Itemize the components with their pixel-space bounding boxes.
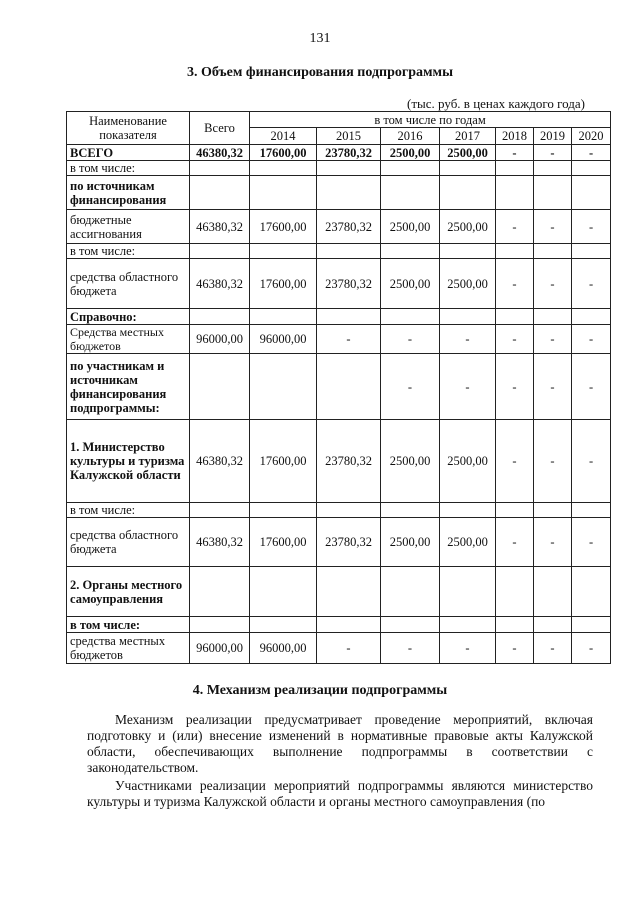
cell-year-value: -: [534, 325, 572, 354]
cell-year-value: [534, 309, 572, 325]
row-label: 2. Органы местного самоуправления: [67, 567, 190, 617]
cell-year-value: [440, 244, 496, 259]
cell-total: [190, 617, 250, 633]
cell-year-value: [496, 567, 534, 617]
cell-year-value: [440, 503, 496, 518]
cell-year-value: [440, 617, 496, 633]
row-label: средства местных бюджетов: [67, 633, 190, 664]
cell-year-value: [572, 617, 611, 633]
header-year: 2015: [317, 128, 381, 145]
cell-year-value: [440, 161, 496, 176]
cell-year-value: 2500,00: [381, 210, 440, 244]
cell-total: [190, 503, 250, 518]
table-row: [67, 420, 611, 503]
cell-year-value: -: [317, 633, 381, 664]
cell-year-value: [572, 503, 611, 518]
header-year: 2017: [440, 128, 496, 145]
cell-year-value: -: [496, 420, 534, 503]
cell-year-value: [572, 244, 611, 259]
section-4-title: 4. Механизм реализации подпрограммы: [192, 683, 448, 698]
cell-total: [190, 354, 250, 420]
row-label: средства областного бюджета: [67, 259, 190, 309]
cell-total: [190, 244, 250, 259]
cell-year-value: [534, 567, 572, 617]
cell-year-value: [440, 567, 496, 617]
cell-year-value: -: [496, 633, 534, 664]
cell-total: 46380,32: [190, 145, 250, 161]
cell-year-value: [250, 161, 317, 176]
row-label: в том числе:: [67, 503, 190, 518]
table-row: [67, 145, 611, 161]
cell-year-value: [250, 354, 317, 420]
cell-year-value: [572, 161, 611, 176]
cell-total: [190, 567, 250, 617]
cell-year-value: -: [572, 145, 611, 161]
cell-total: 96000,00: [190, 633, 250, 664]
header-year: 2016: [381, 128, 440, 145]
cell-total: 46380,32: [190, 210, 250, 244]
cell-year-value: [381, 244, 440, 259]
cell-year-value: [317, 617, 381, 633]
paragraph: Участниками реализации мероприятий подпрограммы являются министерство культуры и туризма Калужской области и органы местного самоуправления (по: [87, 778, 593, 809]
row-label: средства областного бюджета: [67, 518, 190, 567]
row-label: по участникам и источникам финансирования подпрограммы:: [67, 354, 190, 420]
cell-year-value: 23780,32: [317, 518, 381, 567]
cell-year-value: [317, 244, 381, 259]
row-label: Справочно:: [67, 309, 190, 325]
cell-year-value: -: [496, 325, 534, 354]
cell-year-value: -: [317, 325, 381, 354]
header-by-year: в том числе по годам: [250, 112, 611, 128]
cell-year-value: 17600,00: [250, 518, 317, 567]
cell-year-value: [381, 617, 440, 633]
financing-table: [66, 111, 611, 664]
row-label: по источникам финансирования: [67, 176, 190, 210]
cell-year-value: [534, 503, 572, 518]
cell-year-value: 2500,00: [381, 518, 440, 567]
cell-year-value: 96000,00: [250, 633, 317, 664]
cell-year-value: -: [440, 325, 496, 354]
cell-year-value: 23780,32: [317, 145, 381, 161]
row-label: бюджетные ассигнования: [67, 210, 190, 244]
cell-year-value: [250, 617, 317, 633]
cell-year-value: -: [572, 210, 611, 244]
cell-year-value: [317, 354, 381, 420]
cell-year-value: [381, 176, 440, 210]
cell-year-value: 17600,00: [250, 145, 317, 161]
cell-year-value: [317, 161, 381, 176]
table-row: [67, 259, 611, 309]
cell-year-value: 23780,32: [317, 420, 381, 503]
cell-year-value: 17600,00: [250, 420, 317, 503]
page-number: 131: [309, 31, 331, 46]
cell-year-value: 2500,00: [440, 145, 496, 161]
table-row: [67, 325, 611, 354]
cell-year-value: -: [534, 633, 572, 664]
cell-year-value: [572, 309, 611, 325]
cell-year-value: -: [534, 420, 572, 503]
cell-total: 96000,00: [190, 325, 250, 354]
table-row: [67, 503, 611, 518]
cell-year-value: [250, 176, 317, 210]
cell-year-value: 2500,00: [381, 145, 440, 161]
cell-year-value: [496, 176, 534, 210]
header-year: 2019: [534, 128, 572, 145]
cell-year-value: -: [534, 354, 572, 420]
cell-year-value: 2500,00: [440, 259, 496, 309]
table-row: [67, 210, 611, 244]
cell-year-value: -: [381, 354, 440, 420]
header-year: 2018: [496, 128, 534, 145]
cell-year-value: -: [381, 633, 440, 664]
cell-year-value: [534, 161, 572, 176]
row-label: ВСЕГО: [67, 145, 190, 161]
table-row: [67, 309, 611, 325]
cell-year-value: [317, 567, 381, 617]
cell-year-value: -: [496, 145, 534, 161]
cell-year-value: [250, 244, 317, 259]
cell-year-value: [572, 176, 611, 210]
cell-year-value: -: [496, 354, 534, 420]
cell-year-value: 2500,00: [440, 420, 496, 503]
cell-year-value: [250, 503, 317, 518]
cell-year-value: [250, 309, 317, 325]
units-note: (тыс. руб. в ценах каждого года): [407, 96, 585, 111]
cell-year-value: -: [440, 354, 496, 420]
cell-year-value: [572, 567, 611, 617]
cell-year-value: -: [534, 259, 572, 309]
row-label: 1. Министерство культуры и туризма Калужской области: [67, 420, 190, 503]
table-row: [67, 518, 611, 567]
cell-year-value: [250, 567, 317, 617]
cell-year-value: -: [534, 145, 572, 161]
cell-total: 46380,32: [190, 518, 250, 567]
cell-year-value: 2500,00: [440, 518, 496, 567]
cell-year-value: -: [572, 518, 611, 567]
header-year: 2020: [572, 128, 611, 145]
header-total: Всего: [190, 112, 250, 145]
cell-year-value: [496, 161, 534, 176]
cell-total: [190, 176, 250, 210]
cell-year-value: -: [572, 259, 611, 309]
table-row: [67, 354, 611, 420]
cell-year-value: [317, 176, 381, 210]
cell-year-value: -: [572, 325, 611, 354]
paragraph: Механизм реализации предусматривает проведение мероприятий, включая подготовку и (или) внесение изменений в нормативные правовые акты Калужской области, обеспечивающих выполнение подпрограммы в соответствии с законодательством.: [87, 712, 593, 775]
cell-year-value: 2500,00: [381, 420, 440, 503]
table-row: [67, 176, 611, 210]
cell-year-value: [381, 161, 440, 176]
cell-year-value: [534, 244, 572, 259]
cell-year-value: [534, 617, 572, 633]
cell-year-value: [440, 309, 496, 325]
cell-year-value: -: [496, 518, 534, 567]
section-3-title: 3. Объем финансирования подпрограммы: [186, 65, 454, 80]
header-year: 2014: [250, 128, 317, 145]
cell-year-value: [496, 617, 534, 633]
cell-total: 46380,32: [190, 420, 250, 503]
cell-year-value: -: [572, 420, 611, 503]
cell-year-value: 2500,00: [440, 210, 496, 244]
cell-year-value: 2500,00: [381, 259, 440, 309]
cell-year-value: [317, 503, 381, 518]
table-row: [67, 244, 611, 259]
cell-total: [190, 161, 250, 176]
cell-year-value: -: [440, 633, 496, 664]
row-label: Средства местных бюджетов: [67, 325, 190, 354]
cell-year-value: 23780,32: [317, 259, 381, 309]
cell-year-value: [317, 309, 381, 325]
cell-year-value: [496, 503, 534, 518]
row-label: в том числе:: [67, 244, 190, 259]
cell-year-value: [381, 567, 440, 617]
cell-year-value: [534, 176, 572, 210]
cell-year-value: -: [534, 518, 572, 567]
cell-year-value: -: [381, 325, 440, 354]
table-row: [67, 633, 611, 664]
row-label: в том числе:: [67, 161, 190, 176]
cell-year-value: -: [572, 633, 611, 664]
cell-total: [190, 309, 250, 325]
cell-year-value: [440, 176, 496, 210]
row-label: в том числе:: [67, 617, 190, 633]
cell-year-value: -: [572, 354, 611, 420]
financing-table-body: [67, 145, 611, 664]
cell-year-value: -: [534, 210, 572, 244]
header-name: Наименование показателя: [67, 112, 190, 145]
cell-year-value: [496, 309, 534, 325]
cell-year-value: 23780,32: [317, 210, 381, 244]
cell-year-value: 96000,00: [250, 325, 317, 354]
table-row: [67, 617, 611, 633]
cell-year-value: [381, 503, 440, 518]
cell-year-value: 17600,00: [250, 210, 317, 244]
cell-total: 46380,32: [190, 259, 250, 309]
table-row: [67, 567, 611, 617]
cell-year-value: [381, 309, 440, 325]
cell-year-value: -: [496, 259, 534, 309]
cell-year-value: [496, 244, 534, 259]
cell-year-value: -: [496, 210, 534, 244]
table-row: [67, 161, 611, 176]
cell-year-value: 17600,00: [250, 259, 317, 309]
